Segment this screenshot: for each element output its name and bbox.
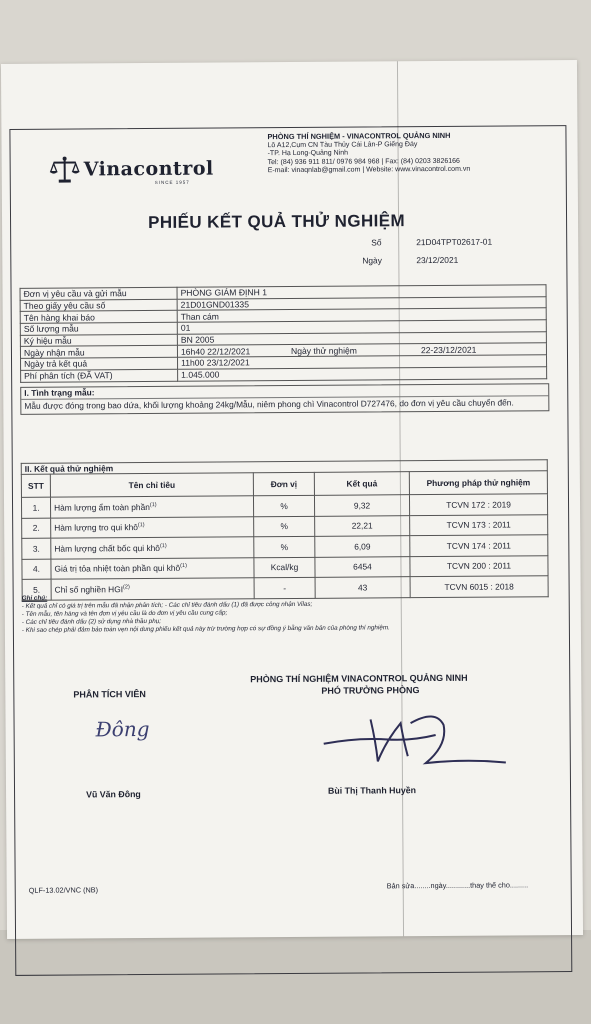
result-stt [21, 497, 50, 518]
info-value-text: Than cám [180, 311, 219, 322]
deputy-head-signature [315, 700, 516, 781]
info-label: Theo giấy yêu cầu số [20, 299, 177, 312]
result-unit [254, 536, 315, 557]
info-label: Ngày nhận mẫu [20, 346, 177, 359]
info-label: Phí phân tích (ĐÃ VAT) [21, 369, 178, 382]
result-result-text: 6454 [353, 561, 372, 572]
result-unit [254, 557, 315, 578]
info-label: Đơn vị yêu cầu và gửi mẫu [20, 287, 177, 300]
info-label: Ngày trả kết quả [21, 357, 178, 370]
notes-heading: Ghi chú: [21, 594, 48, 602]
report-date-label: Ngày [362, 255, 382, 266]
info-value-text: BN 2005 [180, 334, 215, 345]
column-header-result: Kết quả [314, 472, 409, 496]
result-result [315, 515, 410, 536]
revision-info: Bản sửa........ngày............thay thế cho......... [386, 880, 529, 891]
report-date-value: 23/12/2021 [416, 254, 459, 266]
result-result-text: 9,32 [353, 500, 371, 511]
analyst-signature: Đông [95, 717, 150, 742]
result-name-text: Hàm lượng tro qui khô [54, 522, 138, 533]
result-result-text: 6,09 [354, 541, 371, 552]
lab-address-2: -TP. Hạ Long-Quảng Ninh [267, 149, 349, 158]
result-name-text: Hàm lượng ẩm toàn phần [54, 501, 150, 513]
info-label: Ký hiệu mẫu [20, 334, 177, 347]
lab-contact: Tel: (84) 936 911 811/ 0976 984 968 | Fax: (84) 0203 3826166 [267, 157, 460, 166]
result-stt [22, 538, 51, 559]
test-results-heading: II. Kết quả thử nghiệm [21, 459, 548, 474]
result-name-text: Hàm lượng chất bốc qui khô [54, 542, 160, 554]
result-name-sup: (1) [137, 522, 145, 529]
result-name [50, 496, 253, 518]
result-result [315, 536, 410, 557]
lab-email-web: E-mail: vinaqnlab@gmail.com | Website: www.vinacontrol.com.vn [267, 166, 471, 175]
report-number-label: Số [371, 237, 382, 248]
info-value-text: 01 [180, 323, 191, 334]
lab-signature-subtitle: PHÓ TRƯỞNG PHÒNG [321, 685, 420, 696]
lab-address-1: Lô A12,Cụm CN Tàu Thủy Cái Lân-P Giếng Đáy [267, 140, 418, 149]
scales-icon [50, 155, 80, 183]
report-number-value: 21D04TPT02617-01 [416, 236, 493, 248]
logo-since: SINCE 1957 [154, 179, 190, 185]
result-unit [254, 516, 315, 537]
column-header-stt: STT [21, 474, 50, 497]
column-header-method: Phương pháp thử nghiệm [409, 471, 547, 495]
note-line: - Khi sao chép phải đảm bảo toàn vẹn nội dung phiếu kết quả này trừ trường hợp có sự đồng ý bằng văn bản của phòng thí nghiệm. [21, 623, 390, 634]
sample-info-table [20, 284, 548, 382]
test-results-table [21, 470, 549, 600]
result-name-sup: (1) [149, 501, 157, 508]
result-name [51, 537, 254, 559]
sample-condition-text: Mẫu được đóng trong bao dứa, khối lượng khoảng 24kg/Mẫu, niêm phong chì Vinacontrol D727476, do đơn vị yêu cầu chuyển đến. [24, 397, 514, 411]
notes-section [22, 591, 549, 634]
result-unit-text: Kcal/kg [270, 562, 299, 573]
result-result [314, 495, 409, 516]
result-name [51, 516, 254, 538]
result-unit-text: % [280, 521, 288, 532]
result-method-text: TCVN 200 : 2011 [446, 560, 512, 572]
result-method [409, 494, 547, 515]
info-value [178, 367, 547, 381]
document-sheet [1, 60, 583, 939]
test-date-value: 22-23/12/2021 [420, 344, 477, 355]
info-value-text: 16h40 22/12/2021 [180, 346, 251, 357]
result-name-text: Giá trị tỏa nhiệt toàn phần qui khô [54, 563, 181, 574]
result-stt [22, 518, 51, 539]
lab-name: PHÒNG THÍ NGHIỆM - VINACONTROL QUẢNG NINH [267, 130, 451, 142]
result-method [410, 514, 548, 535]
lab-header [267, 132, 470, 176]
note-line: - Kết quả chỉ có giá trị trên mẫu đã nhận phân tích; - Các chỉ tiêu đánh dấu (1) đã được công nhận Vilas; [21, 600, 313, 610]
result-method-text: TCVN 6015 : 2018 [444, 581, 514, 592]
result-unit-text: - [283, 582, 287, 593]
result-stt-text: 5. [33, 584, 41, 595]
result-method [410, 555, 548, 576]
info-label: Tên hàng khai báo [20, 311, 177, 324]
result-stt-text: 2. [32, 523, 40, 534]
result-unit-text: % [280, 541, 289, 552]
analyst-name: Vũ Văn Đông [86, 789, 141, 800]
column-header-name: Tên chỉ tiêu [50, 473, 253, 497]
document-title: PHIẾU KẾT QUẢ THỬ NGHIỆM [147, 211, 406, 232]
result-stt-text: 4. [32, 564, 41, 575]
info-value-text: 11h00 23/12/2021 [181, 357, 250, 369]
info-value-text: PHÒNG GIÁM ĐỊNH 1 [180, 287, 268, 299]
result-name-sup: (1) [180, 563, 187, 570]
result-name-text: Chỉ số nghiền HGI [54, 583, 124, 595]
result-method-text: TCVN 172 : 2019 [446, 499, 511, 510]
form-code: QLF-13.02/VNC (NB) [28, 885, 99, 895]
info-value-text: 1.045.000 [181, 369, 220, 380]
result-result-text: 22,21 [351, 520, 373, 531]
column-header-unit: Đơn vị [253, 472, 314, 495]
result-stt-text: 3. [32, 543, 40, 554]
result-stt-text: 1. [32, 502, 40, 513]
note-line: - Tên mẫu, tên hàng và tên đơn vị yêu cầu là do đơn vị yêu cầu cung cấp; [21, 609, 228, 618]
note-line: - Các chỉ tiêu đánh dấu (2) sử dụng nhà thầu phụ; [21, 617, 161, 626]
lab-signature-title: PHÒNG THÍ NGHIỆM VINACONTROL QUẢNG NINH [250, 672, 468, 685]
result-method-text: TCVN 173 : 2011 [446, 519, 511, 531]
result-name [51, 557, 254, 579]
result-unit-text: % [280, 500, 288, 511]
info-value-text: 21D01GND01335 [180, 299, 249, 310]
sample-condition-section [20, 383, 549, 415]
analyst-title: PHÂN TÍCH VIÊN [73, 689, 146, 700]
info-label: Số lượng mẫu [20, 322, 177, 335]
result-name-sup: (2) [123, 584, 130, 591]
logo-wordmark: Vinacontrol [83, 157, 214, 181]
sample-condition-heading: I. Tình trạng mẫu: [21, 384, 548, 400]
result-stt [22, 559, 51, 580]
result-method [410, 535, 548, 556]
test-date-label: Ngày thử nghiệm [290, 345, 357, 356]
result-result [315, 556, 410, 577]
result-result-text: 43 [357, 582, 368, 593]
deputy-head-name: Bùi Thị Thanh Huyền [327, 785, 417, 796]
result-unit [253, 495, 314, 516]
result-method-text: TCVN 174 : 2011 [446, 540, 511, 551]
result-name-sup: (1) [159, 542, 167, 549]
